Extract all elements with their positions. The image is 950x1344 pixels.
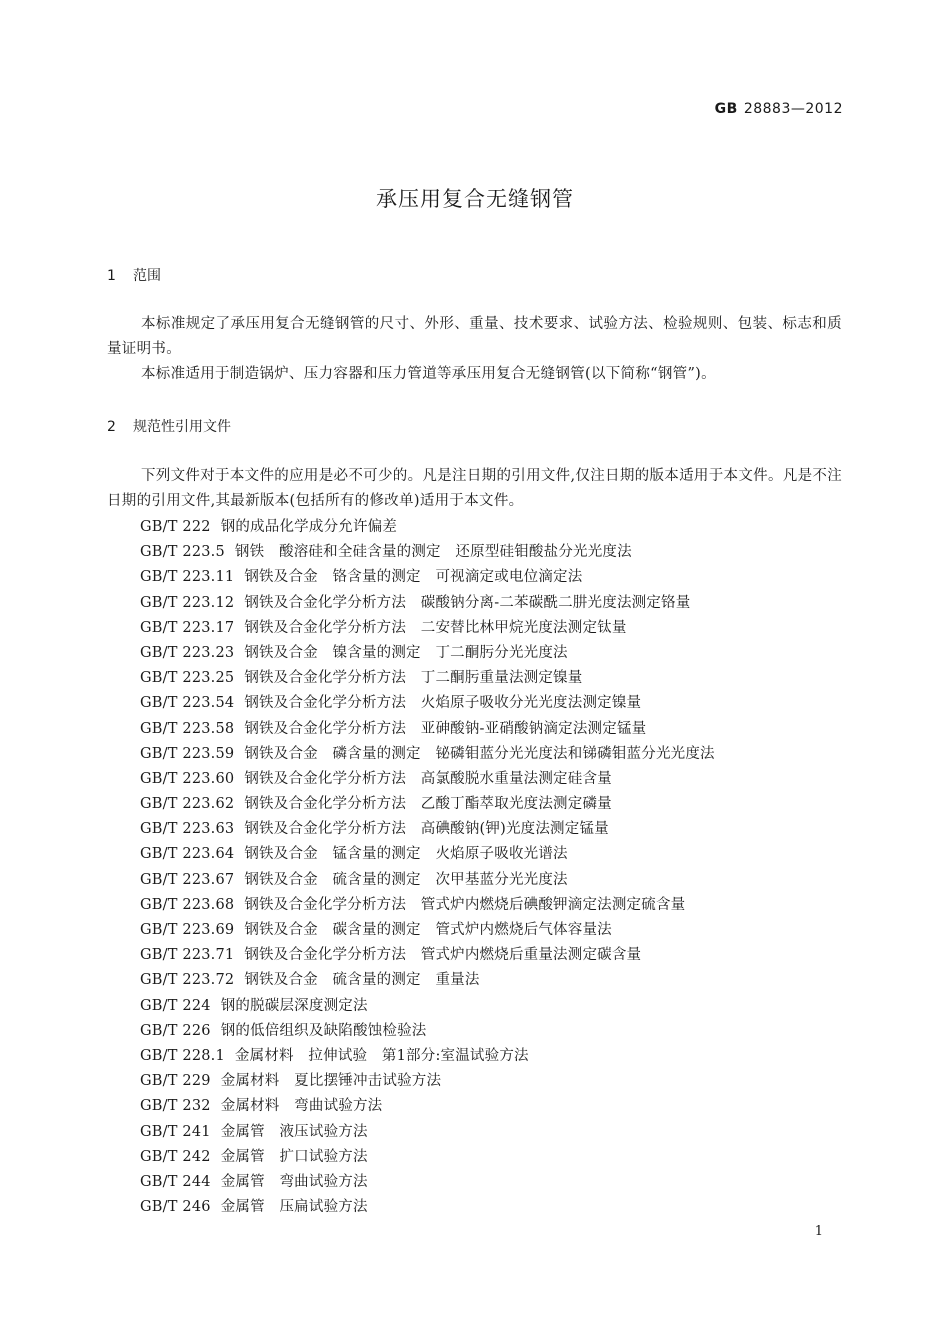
reference-item [140,515,715,540]
reference-code: GB/T 223.69 [140,922,235,938]
reference-item [140,842,715,867]
reference-item [140,742,715,767]
reference-title: 金属管 扩口试验方法 [220,1148,368,1165]
reference-item [140,943,715,968]
reference-code: GB/T 223.67 [140,871,235,888]
reference-code: GB/T 229 [140,1073,211,1090]
reference-title: 钢铁及合金化学分析方法 火焰原子吸收分光光度法测定镍量 [244,695,642,712]
section-heading-scope [107,265,161,285]
reference-item [140,1094,715,1119]
reference-title: 钢铁及合金化学分析方法 碳酸钠分离-二苯碳酰二肼光度法测定铬量 [244,594,691,611]
reference-title: 钢铁及合金化学分析方法 管式炉内燃烧后碘酸钾滴定法测定硫含量 [244,896,686,913]
reference-item [140,1170,715,1195]
reference-code: GB/T 232 [140,1098,211,1115]
reference-item [140,1044,715,1069]
section-number: 1 [107,268,116,284]
reference-title: 钢铁及合金化学分析方法 二安替比林甲烷光度法测定钛量 [244,619,627,636]
reference-item [140,641,715,666]
reference-code: GB/T 222 [140,519,211,535]
reference-title: 金属管 弯曲试验方法 [220,1173,368,1190]
page-number: 1 [814,1224,823,1239]
scope-paragraph-2: 本标准适用于制造锅炉、压力容器和压力管道等承压用复合无缝钢管(以下简称“钢管”)。 [141,366,716,382]
reference-title: 钢铁及合金化学分析方法 高碘酸钠(钾)光度法测定锰量 [244,821,609,838]
reference-title: 钢的成品化学成分允许偏差 [220,519,398,535]
reference-title: 钢铁及合金化学分析方法 管式炉内燃烧后重量法测定碳含量 [244,947,642,964]
reference-code: GB/T 223.5 [140,544,225,561]
standard-prefix: GB [714,101,738,117]
reference-code: GB/T 244 [140,1173,211,1190]
section-heading-normative-references [107,416,231,436]
standard-code: 28883—2012 [743,101,843,117]
reference-title: 钢铁及合金 磷含量的测定 铋磷钼蓝分光光度法和锑磷钼蓝分光光度法 [244,745,715,762]
section-title: 规范性引用文件 [133,419,231,435]
reference-code: GB/T 224 [140,997,211,1014]
reference-item [140,616,715,641]
reference-title: 钢的低倍组织及缺陷酸蚀检验法 [220,1022,427,1039]
reference-list [140,515,715,1220]
reference-item [140,1145,715,1170]
reference-title: 钢铁及合金 铬含量的测定 可视滴定或电位滴定法 [244,569,583,586]
reference-title: 钢铁及合金化学分析方法 高氯酸脱水重量法测定硅含量 [244,770,612,787]
references-intro-paragraph: 下列文件对于本文件的应用是必不可少的。凡是注日期的引用文件,仅注日期的版本适用于本文件。凡是不注日期的引用文件,其最新版本(包括所有的修改单)适用于本文件。 [107,468,842,509]
reference-title: 钢铁及合金化学分析方法 乙酸丁酯萃取光度法测定磷量 [244,796,612,813]
reference-title: 金属管 液压试验方法 [220,1123,368,1140]
reference-title: 金属管 压扁试验方法 [220,1199,368,1216]
reference-title: 金属材料 拉伸试验 第1部分:室温试验方法 [234,1047,529,1064]
reference-item [140,1195,715,1220]
reference-item [140,792,715,817]
reference-item [140,666,715,691]
reference-code: GB/T 246 [140,1199,211,1216]
reference-item [140,767,715,792]
reference-item [140,1120,715,1145]
reference-code: GB/T 228.1 [140,1047,225,1064]
reference-code: GB/T 223.54 [140,695,235,712]
reference-title: 钢的脱碳层深度测定法 [220,997,368,1014]
reference-item [140,994,715,1019]
reference-code: GB/T 241 [140,1123,211,1140]
reference-code: GB/T 223.12 [140,594,235,611]
reference-item [140,1019,715,1044]
reference-title: 钢铁及合金 硫含量的测定 次甲基蓝分光光度法 [244,871,568,888]
reference-title: 钢铁及合金化学分析方法 亚砷酸钠-亚硝酸钠滴定法测定锰量 [244,720,647,737]
reference-title: 钢铁及合金 锰含量的测定 火焰原子吸收光谱法 [244,846,568,863]
reference-code: GB/T 223.64 [140,846,235,863]
reference-code: GB/T 223.63 [140,821,235,838]
reference-item [140,717,715,742]
reference-code: GB/T 223.59 [140,745,235,762]
reference-title: 钢铁 酸溶硅和全硅含量的测定 还原型硅钼酸盐分光光度法 [234,544,632,561]
reference-code: GB/T 242 [140,1148,211,1165]
reference-title: 金属材料 夏比摆锤冲击试验方法 [220,1073,442,1090]
reference-code: GB/T 223.68 [140,896,235,913]
reference-title: 钢铁及合金 硫含量的测定 重量法 [244,972,480,989]
reference-code: GB/T 223.23 [140,644,235,661]
reference-code: GB/T 223.62 [140,796,235,813]
reference-item [140,691,715,716]
reference-code: GB/T 223.60 [140,770,235,787]
reference-title: 钢铁及合金化学分析方法 丁二酮肟重量法测定镍量 [244,670,583,687]
reference-title: 钢铁及合金 镍含量的测定 丁二酮肟分光光度法 [244,644,568,661]
document-title: 承压用复合无缝钢管 [376,187,574,211]
scope-paragraph-1: 本标准规定了承压用复合无缝钢管的尺寸、外形、重量、技术要求、试验方法、检验规则、包装、标志和质量证明书。 [107,316,842,357]
reference-item [140,591,715,616]
reference-code: GB/T 223.71 [140,947,235,964]
reference-code: GB/T 223.25 [140,670,235,687]
reference-item [140,868,715,893]
reference-item [140,565,715,590]
reference-item [140,918,715,943]
reference-item [140,893,715,918]
reference-code: GB/T 223.11 [140,569,235,586]
reference-title: 钢铁及合金 碳含量的测定 管式炉内燃烧后气体容量法 [244,922,612,938]
reference-item [140,817,715,842]
reference-item [140,1069,715,1094]
standard-number [715,101,843,117]
reference-code: GB/T 223.72 [140,972,235,989]
reference-item [140,540,715,565]
reference-title: 金属材料 弯曲试验方法 [220,1098,383,1115]
section-number: 2 [107,419,116,435]
reference-code: GB/T 223.58 [140,720,235,737]
reference-code: GB/T 226 [140,1022,211,1039]
reference-item [140,968,715,993]
reference-code: GB/T 223.17 [140,619,235,636]
section-title: 范围 [133,268,161,284]
